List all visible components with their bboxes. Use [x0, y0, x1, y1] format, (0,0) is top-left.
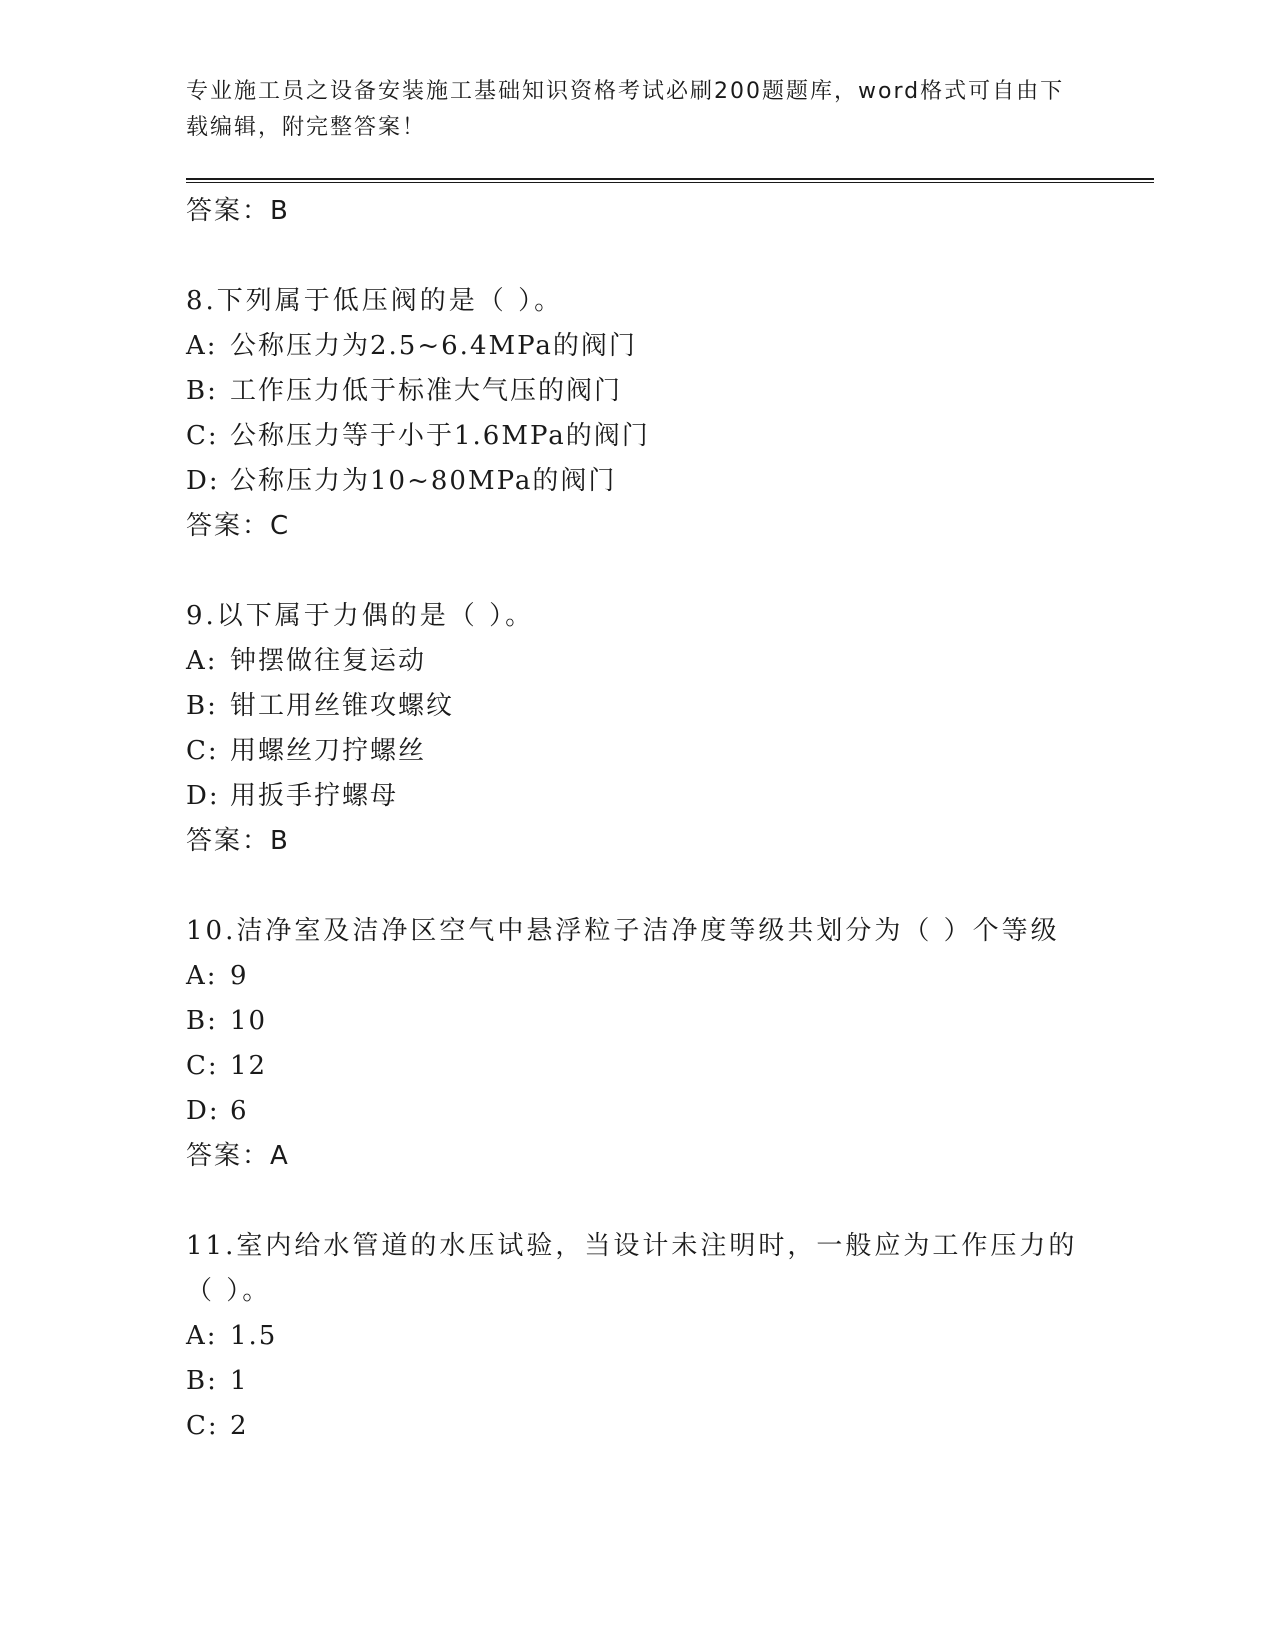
option-item	[186, 684, 1086, 729]
option-key: C:	[186, 736, 219, 766]
option-key: A:	[186, 331, 218, 361]
option-text: 2	[230, 1411, 249, 1441]
option-text: 1.5	[230, 1321, 278, 1351]
option-key: C:	[186, 1051, 219, 1081]
option-item	[186, 1044, 1086, 1089]
option-key: C:	[186, 1411, 219, 1441]
option-text: 10	[230, 1006, 268, 1036]
answer-line: 答案：C	[186, 511, 291, 541]
option-item	[186, 414, 1086, 459]
option-key: A:	[186, 646, 218, 676]
option-key: A:	[186, 961, 218, 991]
option-item	[186, 954, 1086, 999]
option-key: D:	[186, 466, 220, 496]
option-text: 用螺丝刀拧螺丝	[230, 736, 427, 766]
question-block	[186, 909, 1086, 1179]
option-item	[186, 1404, 1086, 1449]
option-key: B:	[186, 1006, 218, 1036]
answer-line: 答案：A	[186, 1141, 290, 1171]
option-key: A:	[186, 1321, 218, 1351]
document-content	[186, 189, 1086, 1449]
option-text: 用扳手拧螺母	[230, 781, 399, 811]
option-text: 钳工用丝锥攻螺纹	[230, 691, 455, 721]
option-item	[186, 1089, 1086, 1134]
option-item	[186, 324, 1086, 369]
option-text: 12	[230, 1051, 268, 1081]
option-text: 9	[230, 961, 249, 991]
option-item	[186, 729, 1086, 774]
option-item	[186, 459, 1086, 504]
answer-line: 答案：B	[186, 826, 290, 856]
option-text: 公称压力等于小于1.6MPa的阀门	[230, 421, 650, 451]
option-key: C:	[186, 421, 219, 451]
option-text: 公称压力为10~80MPa的阀门	[230, 466, 617, 496]
question-block	[186, 594, 1086, 864]
option-item	[186, 774, 1086, 819]
option-item	[186, 1314, 1086, 1359]
question-text: 10.洁净室及洁净区空气中悬浮粒子洁净度等级共划分为（ ）个等级	[186, 916, 1060, 946]
option-text: 钟摆做往复运动	[230, 646, 427, 676]
option-text: 工作压力低于标准大气压的阀门	[230, 376, 623, 406]
option-key: D:	[186, 781, 220, 811]
option-item	[186, 999, 1086, 1044]
header-divider	[186, 178, 1154, 183]
question-block	[186, 1224, 1086, 1449]
option-text: 公称压力为2.5~6.4MPa的阀门	[230, 331, 637, 361]
option-key: D:	[186, 1096, 220, 1126]
question-text: 8.下列属于低压阀的是（ ）。	[186, 286, 564, 316]
option-text: 6	[230, 1096, 249, 1126]
answer-line: 答案：B	[186, 196, 290, 226]
option-text: 1	[230, 1366, 249, 1396]
question-block	[186, 279, 1086, 549]
option-key: B:	[186, 691, 218, 721]
option-item	[186, 639, 1086, 684]
option-item	[186, 369, 1086, 414]
option-key: B:	[186, 1366, 218, 1396]
option-item	[186, 1359, 1086, 1404]
question-text: 11.室内给水管道的水压试验，当设计未注明时，一般应为工作压力的（ ）。	[186, 1231, 1078, 1306]
question-text: 9.以下属于力偶的是（ ）。	[186, 601, 535, 631]
page-header: 专业施工员之设备安装施工基础知识资格考试必刷200题题库，word格式可自由下载编辑，附完整答案！	[186, 79, 1065, 140]
option-key: B:	[186, 376, 218, 406]
